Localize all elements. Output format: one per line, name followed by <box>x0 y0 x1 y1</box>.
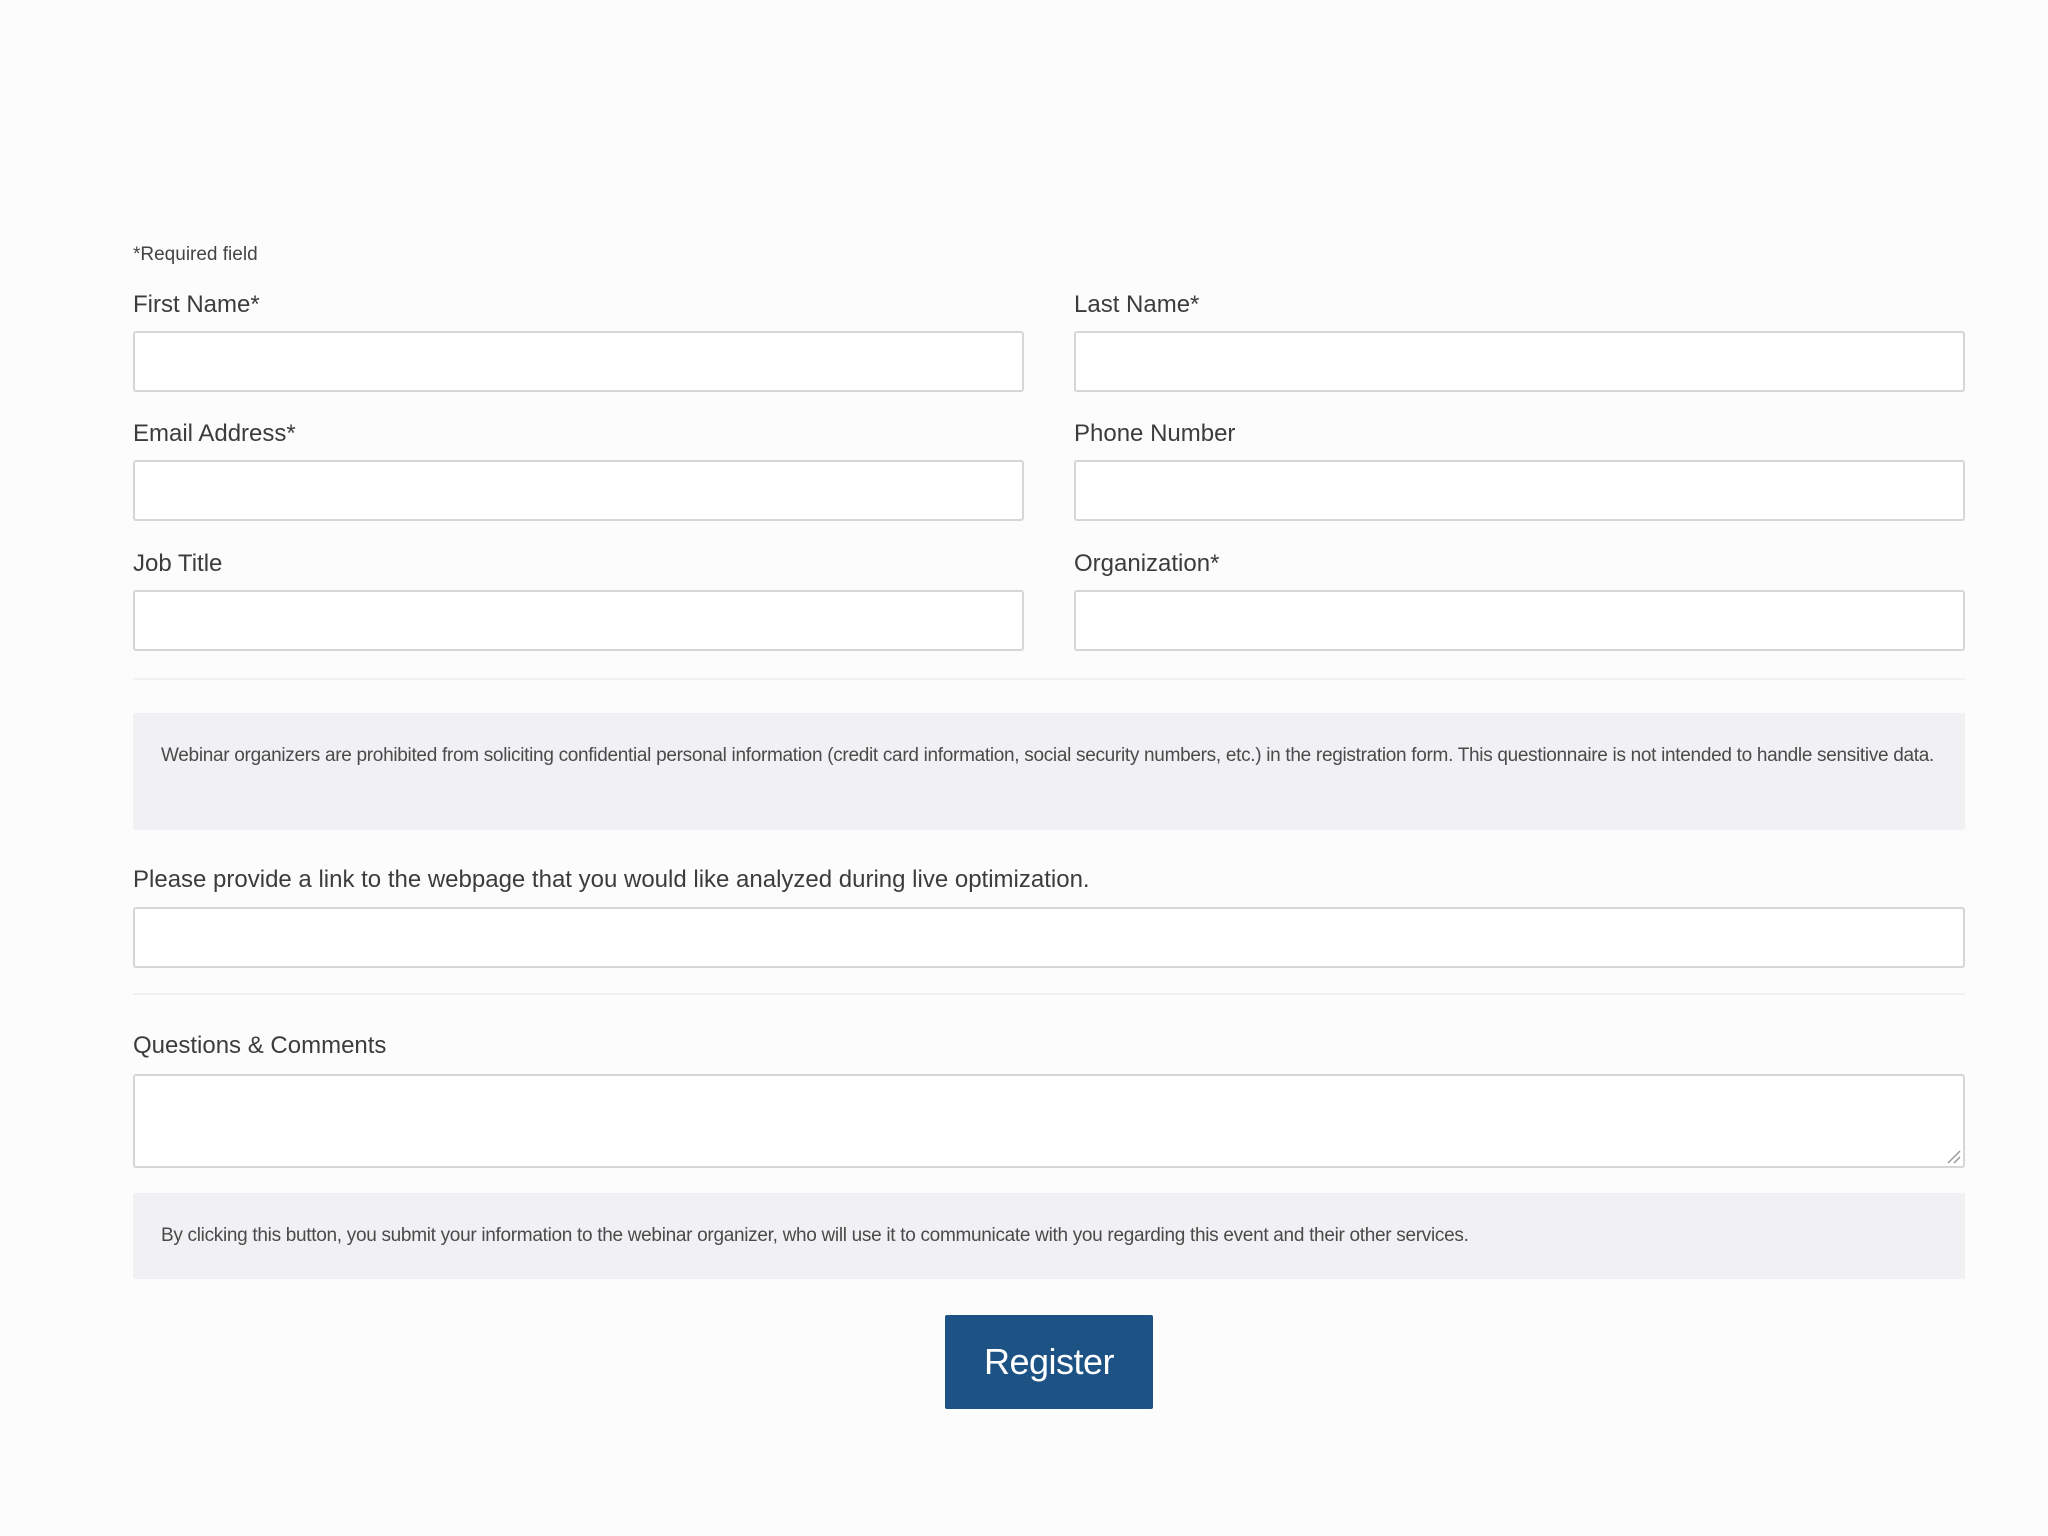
job-title-label: Job Title <box>133 550 223 577</box>
comments-textarea[interactable] <box>133 1074 1965 1168</box>
registration-form <box>133 0 1965 1536</box>
organization-label: Organization* <box>1074 550 1220 577</box>
webpage-link-field[interactable] <box>133 907 1965 968</box>
phone-label: Phone Number <box>1074 420 1236 447</box>
email-field[interactable] <box>133 460 1024 521</box>
comments-label: Questions & Comments <box>133 1032 387 1059</box>
email-label: Email Address* <box>133 420 296 447</box>
required-field-note: *Required field <box>133 244 258 265</box>
first-name-field[interactable] <box>133 331 1024 392</box>
section-divider <box>133 993 1965 995</box>
consent-notice: By clicking this button, you submit your information to the webinar organizer, who will use it to communicate with you regarding this event and their other services. <box>133 1193 1965 1279</box>
register-button[interactable]: Register <box>945 1315 1153 1409</box>
webpage-link-label: Please provide a link to the webpage that you would like analyzed during live optimization. <box>133 866 1090 893</box>
privacy-notice: Webinar organizers are prohibited from soliciting confidential personal information (credit card information, social security numbers, etc.) in the registration form. This questionnaire is not intended to handle sensitive data. <box>133 713 1965 830</box>
organization-field[interactable] <box>1074 590 1965 651</box>
last-name-label: Last Name* <box>1074 291 1200 318</box>
phone-field[interactable] <box>1074 460 1965 521</box>
first-name-label: First Name* <box>133 291 260 318</box>
job-title-field[interactable] <box>133 590 1024 651</box>
last-name-field[interactable] <box>1074 331 1965 392</box>
section-divider <box>133 678 1965 680</box>
resize-handle-icon[interactable] <box>1945 1148 1961 1164</box>
